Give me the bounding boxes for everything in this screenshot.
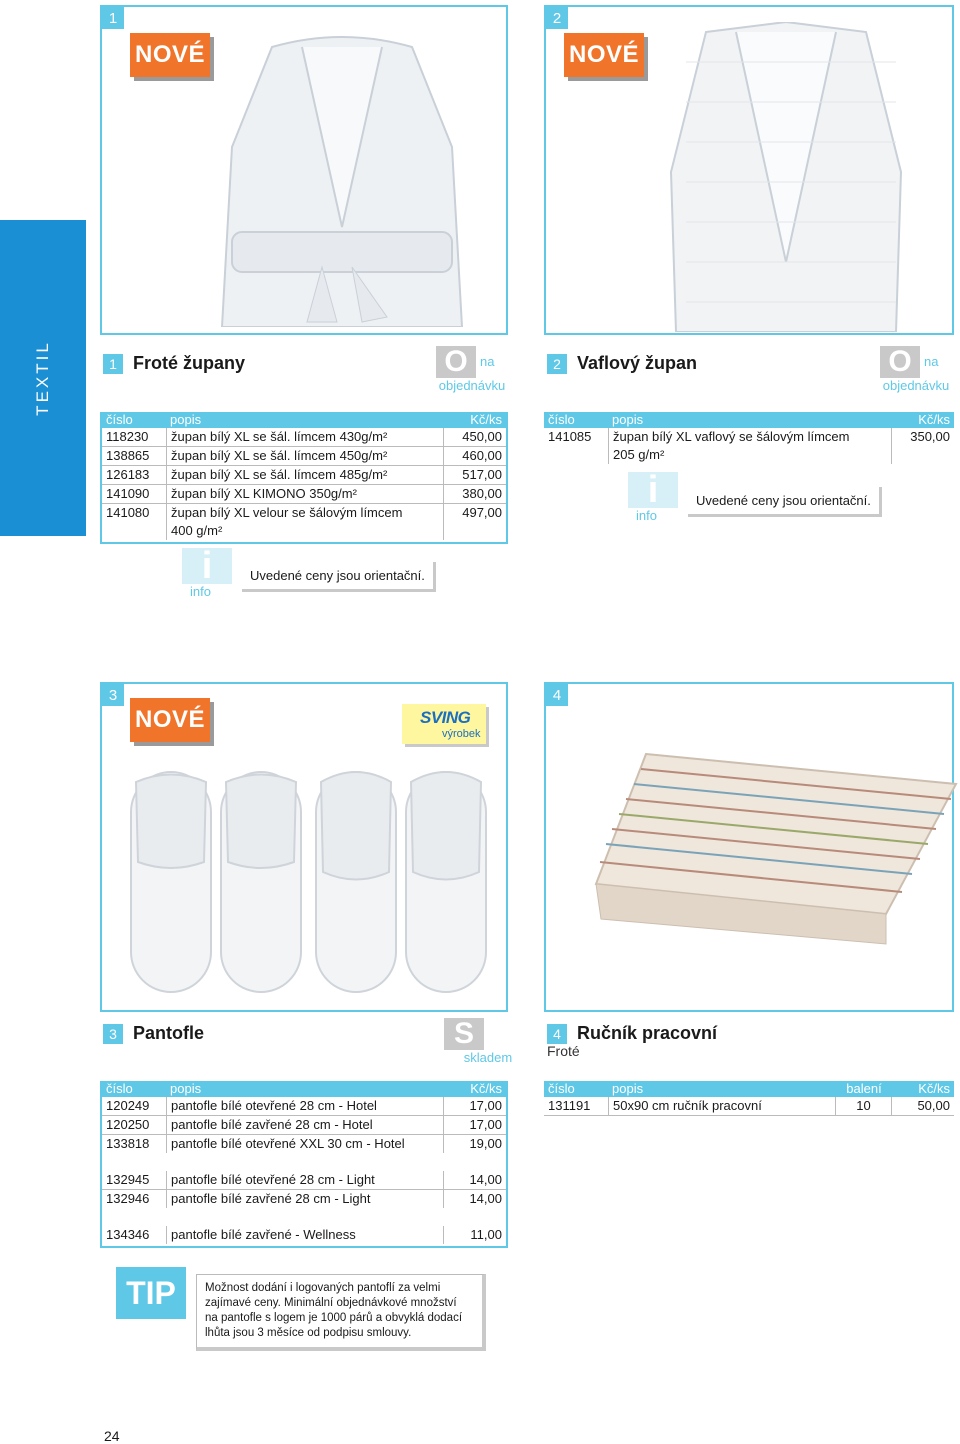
tip-line: lhůta jsou 3 měsíce od podpisu smlouvy. (205, 1327, 412, 1339)
table-row (102, 1171, 506, 1190)
stock-badge-letter: S (444, 1018, 484, 1050)
table-header (102, 412, 506, 428)
product-1-title (103, 353, 245, 374)
product-3-price-table (100, 1081, 508, 1248)
info-label: info (190, 584, 211, 599)
header-price: Kč/ks (918, 1081, 950, 1096)
tip-line: na pantofle s logem je 1000 párů a obvyklá dodací (205, 1312, 463, 1324)
product-title-text: Pantofle (133, 1023, 205, 1043)
cell-description: 400 g/m² (166, 522, 444, 540)
cell-price: 460,00 (462, 448, 502, 463)
info-badge (182, 544, 242, 599)
product-2-image-box (544, 5, 954, 335)
cell-number (544, 446, 608, 464)
header-number: číslo (106, 412, 133, 427)
waffle-robe-image (666, 22, 906, 332)
header-number: číslo (548, 1081, 575, 1096)
table-row (102, 1097, 506, 1116)
cell-number: 126183 (106, 467, 150, 482)
cell-number: 141080 (106, 505, 150, 520)
cell-description: župan bílý XL vaflový se šálovým límcem (608, 428, 892, 446)
product-title-text: Ručník pracovní (577, 1023, 718, 1043)
product-2-title (547, 353, 697, 374)
cell-price: 350,00 (910, 429, 950, 444)
cell-price: 380,00 (462, 486, 502, 501)
towel-image (586, 744, 960, 974)
cell-description: 50x90 cm ručník pracovní (608, 1097, 836, 1115)
order-badge-letter: O (880, 346, 920, 378)
order-badge-letter: O (436, 346, 476, 378)
product-3-title (103, 1023, 204, 1044)
cell-number: 120249 (106, 1098, 150, 1113)
order-badge (436, 346, 508, 392)
image-number-tag: 4 (546, 684, 568, 706)
new-badge: NOVÉ (130, 698, 210, 742)
cell-number: 138865 (106, 448, 150, 463)
cell-description: pantofle bílé zavřené 28 cm - Hotel (166, 1116, 444, 1134)
cell-number: 131191 (548, 1098, 591, 1113)
stock-badge-label: skladem (463, 1050, 513, 1065)
header-price: Kč/ks (918, 412, 950, 427)
order-badge-na: na (480, 354, 495, 369)
cell-description: župan bílý XL KIMONO 350g/m² (166, 485, 444, 503)
cell-description: župan bílý XL se šál. límcem 450g/m² (166, 447, 444, 465)
table-row (544, 428, 954, 446)
table-row (544, 1097, 954, 1116)
tip-badge: TIP (116, 1267, 186, 1319)
table-row (102, 1116, 506, 1135)
cell-price: 497,00 (462, 505, 502, 520)
page-number: 24 (104, 1428, 120, 1444)
cell-price (444, 522, 506, 540)
side-tab-label: TEXTIL (33, 340, 52, 416)
table-row (102, 522, 506, 542)
order-badge-na: na (924, 354, 939, 369)
product-number: 2 (547, 354, 567, 374)
cell-description: pantofle bílé otevřené XXL 30 cm - Hotel (166, 1135, 444, 1153)
cell-number: 133818 (106, 1136, 150, 1151)
product-title-text: Froté župany (133, 353, 246, 373)
slippers-image (116, 762, 496, 1002)
cell-number: 134346 (106, 1227, 150, 1242)
info-badge (628, 468, 688, 523)
cell-price: 14,00 (469, 1191, 502, 1206)
image-number-tag: 2 (546, 7, 568, 29)
product-4-subtitle: Froté (547, 1043, 580, 1059)
table-row (102, 466, 506, 485)
header-description: popis (612, 1081, 644, 1096)
cell-description: 205 g/m² (608, 446, 892, 464)
header-price: Kč/ks (470, 1081, 502, 1096)
product-number: 3 (103, 1024, 123, 1044)
cell-description: pantofle bílé zavřené 28 cm - Light (166, 1190, 444, 1208)
table-row (102, 428, 506, 447)
cell-description: župan bílý XL se šál. límcem 485g/m² (166, 466, 444, 484)
bathrobe-image (212, 27, 472, 327)
header-description: popis (170, 412, 202, 427)
product-1-price-table (100, 412, 508, 544)
product-4-title (547, 1023, 717, 1044)
table-header (102, 1081, 506, 1097)
cell-price: 50,00 (917, 1098, 950, 1113)
cell-price: 17,00 (469, 1098, 502, 1113)
new-badge: NOVÉ (564, 33, 644, 77)
cell-number (102, 522, 166, 540)
cell-description: pantofle bílé zavřené - Wellness (166, 1226, 444, 1244)
stock-badge (444, 1018, 516, 1064)
table-row (102, 504, 506, 522)
table-gap (102, 1208, 506, 1226)
cell-price: 19,00 (469, 1136, 502, 1151)
tip-line: Možnost dodání i logovaných pantoflí za velmi (205, 1282, 441, 1294)
cell-price: 450,00 (462, 429, 502, 444)
sving-logo: SVING (420, 708, 471, 727)
table-row (102, 1190, 506, 1208)
header-description: popis (170, 1081, 202, 1096)
cell-description: župan bílý XL se šál. límcem 430g/m² (166, 428, 444, 446)
cell-number: 141085 (548, 429, 592, 444)
table-row (102, 1226, 506, 1246)
order-badge (880, 346, 952, 392)
header-description: popis (612, 412, 644, 427)
tip-text (196, 1274, 486, 1351)
cell-price: 14,00 (469, 1172, 502, 1187)
cell-price: 17,00 (469, 1117, 502, 1132)
image-number-tag: 3 (102, 684, 124, 706)
cell-description: župan bílý XL velour se šálovým límcem (166, 504, 444, 522)
info-text: Uvedené ceny jsou orientační. (242, 562, 436, 592)
order-badge-label: objednávku (882, 378, 950, 393)
cell-price (892, 446, 954, 464)
product-3-image-box (100, 682, 508, 1012)
cell-description: pantofle bílé otevřené 28 cm - Hotel (166, 1097, 444, 1115)
cell-number: 132946 (106, 1191, 150, 1206)
cell-number: 132945 (106, 1172, 150, 1187)
product-2-price-table (544, 412, 954, 464)
header-number: číslo (548, 412, 575, 427)
table-row (102, 447, 506, 466)
info-icon: i (182, 548, 232, 584)
sving-product-badge (402, 704, 486, 744)
product-title-text: Vaflový župan (577, 353, 698, 373)
info-label: info (636, 508, 657, 523)
cell-number: 118230 (106, 429, 149, 444)
cell-number: 141090 (106, 486, 150, 501)
sving-label: výrobek (442, 728, 481, 740)
header-price: Kč/ks (470, 412, 502, 427)
table-row (102, 1135, 506, 1153)
side-tab-textil (0, 220, 86, 536)
product-4-price-table (544, 1081, 954, 1116)
new-badge: NOVÉ (130, 33, 210, 77)
header-pack: balení (846, 1081, 882, 1096)
product-number: 4 (547, 1024, 567, 1044)
info-text: Uvedené ceny jsou orientační. (688, 487, 882, 517)
product-4-image-box (544, 682, 954, 1012)
table-row (544, 446, 954, 464)
cell-price: 11,00 (470, 1227, 502, 1242)
product-number: 1 (103, 354, 123, 374)
header-number: číslo (106, 1081, 133, 1096)
table-row (102, 485, 506, 504)
table-header (544, 1081, 954, 1097)
table-gap (102, 1153, 506, 1171)
product-1-image-box (100, 5, 508, 335)
cell-pack: 10 (836, 1097, 892, 1115)
table-header (544, 412, 954, 428)
info-icon: i (628, 472, 678, 508)
order-badge-label: objednávku (438, 378, 506, 393)
cell-price: 517,00 (462, 467, 502, 482)
cell-description: pantofle bílé otevřené 28 cm - Light (166, 1171, 444, 1189)
image-number-tag: 1 (102, 7, 124, 29)
tip-line: zajímavé ceny. Minimální objednávkové množství (205, 1297, 457, 1309)
cell-number: 120250 (106, 1117, 150, 1132)
